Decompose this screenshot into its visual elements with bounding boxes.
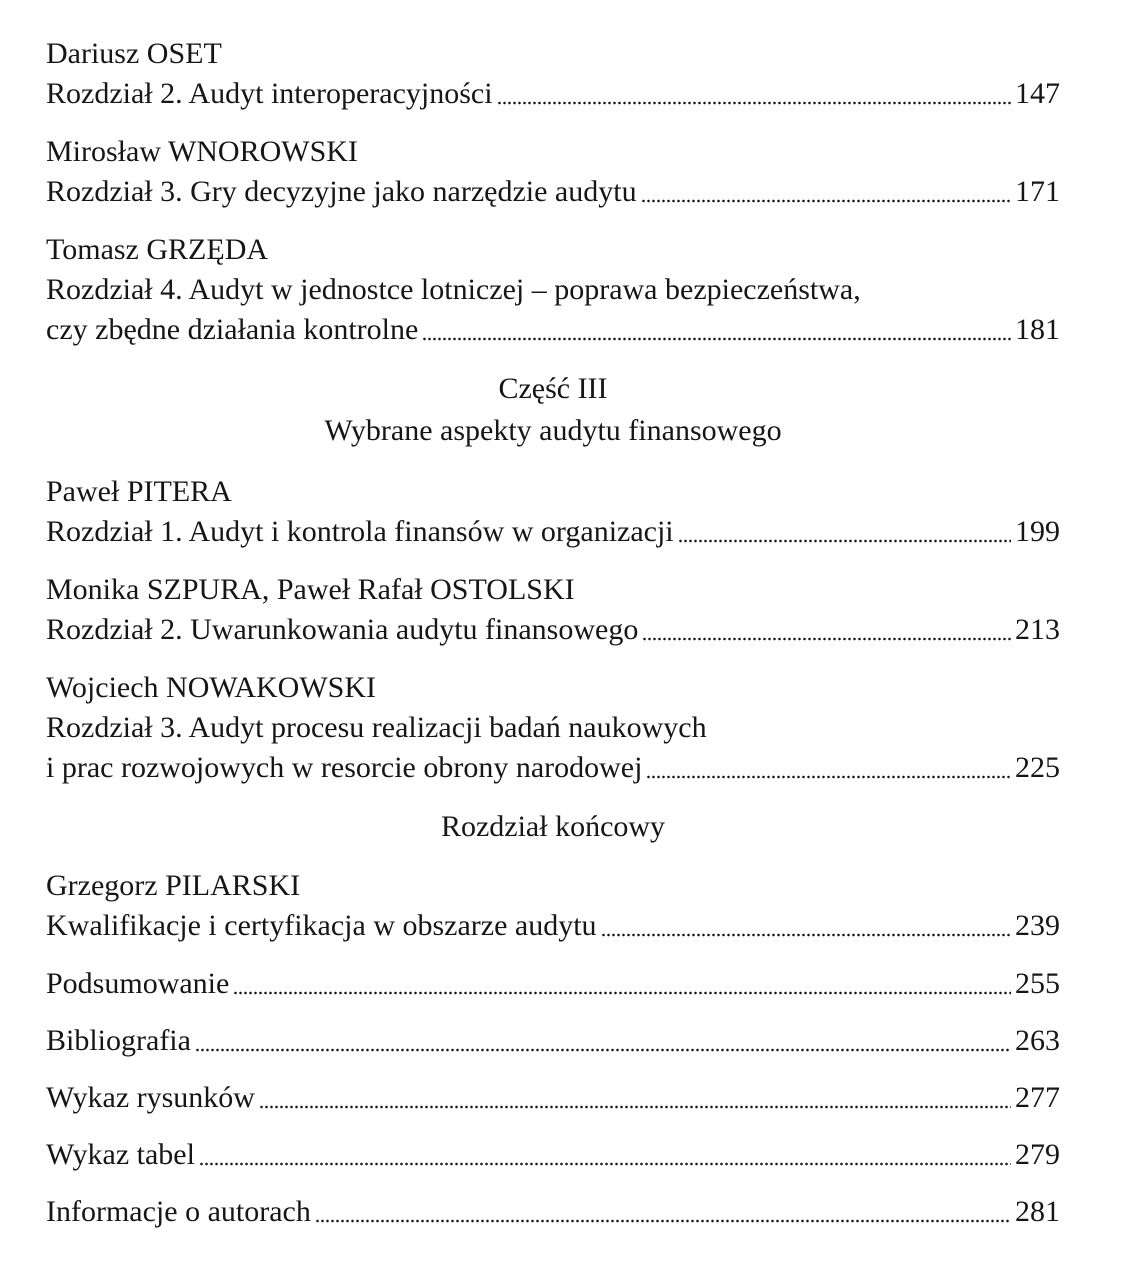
back-matter-entry [46,1135,1060,1175]
dot-leader [422,319,1011,341]
toc-entry [46,866,1060,946]
toc-line-with-page [46,310,1060,350]
page-number: 225 [1015,751,1060,784]
page-number: 213 [1015,613,1060,646]
toc-line-with-page [46,1078,1060,1118]
dot-leader [646,757,1011,779]
page-number: 171 [1015,175,1060,208]
table-of-contents [46,34,1060,1249]
toc-line-with-page [46,906,1060,946]
page-number: 255 [1015,967,1060,1000]
toc-line-with-page [46,610,1060,650]
toc-line-with-page [46,172,1060,212]
entry-author: Dariusz OSET [46,37,222,70]
back-matter-entry [46,964,1060,1004]
toc-back-matter [46,964,1060,1232]
page-number: 279 [1015,1138,1060,1171]
back-matter-entry [46,1021,1060,1061]
entry-title: Informacje o autorach [46,1195,311,1228]
toc-line-with-page [46,964,1060,1004]
entry-title: Rozdział 1. Audyt i kontrola finansów w organizacji [46,515,674,548]
entry-title: Podsumowanie [46,967,230,1000]
toc-line-with-page [46,512,1060,552]
entry-author: Monika SZPURA, Paweł Rafał OSTOLSKI [46,573,575,606]
toc-group-part2-end [46,34,1060,350]
part-header [46,368,1060,452]
dot-leader [259,1087,1011,1109]
entry-title: Rozdział 2. Audyt interoperacyjności [46,77,493,110]
entry-title: Wykaz rysunków [46,1081,255,1114]
toc-line-with-page [46,1135,1060,1175]
entry-title-line: Rozdział 3. Audyt procesu realizacji badań naukowych [46,711,707,744]
toc-entry [46,132,1060,212]
page-number: 281 [1015,1195,1060,1228]
page-number: 263 [1015,1024,1060,1057]
toc-entry [46,34,1060,114]
entry-author: Mirosław WNOROWSKI [46,135,358,168]
toc-group-part3 [46,472,1060,788]
dot-leader [233,973,1011,995]
back-matter-entry [46,1192,1060,1232]
page-number: 199 [1015,515,1060,548]
entry-author: Tomasz GRZĘDA [46,233,269,266]
entry-title: Bibliografia [46,1024,191,1057]
entry-title: Rozdział 3. Gry decyzyjne jako narzędzie audytu [46,175,637,208]
page-number: 277 [1015,1081,1060,1114]
dot-leader [195,1030,1011,1052]
back-matter-entry [46,1078,1060,1118]
entry-title: czy zbędne działania kontrolne [46,313,419,346]
entry-title: i prac rozwojowych w resorcie obrony narodowej [46,751,643,784]
part-subtitle: Wybrane aspekty audytu finansowego [324,414,782,447]
dot-leader [678,521,1011,543]
page-number: 181 [1015,313,1060,346]
entry-title: Kwalifikacje i certyfikacja w obszarze audytu [46,909,597,942]
entry-title: Rozdział 2. Uwarunkowania audytu finansowego [46,613,639,646]
dot-leader [642,619,1011,641]
final-chapter-title: Rozdział końcowy [440,810,666,843]
toc-entry [46,472,1060,552]
toc-entry [46,570,1060,650]
toc-line-with-page [46,748,1060,788]
toc-line-with-page [46,1021,1060,1061]
entry-author: Wojciech NOWAKOWSKI [46,671,376,704]
entry-author: Paweł PITERA [46,475,232,508]
toc-line-with-page [46,1192,1060,1232]
toc-entry [46,230,1060,350]
page-number: 147 [1015,77,1060,110]
entry-title-line: Rozdział 4. Audyt w jednostce lotniczej – poprawa bezpieczeństwa, [46,273,861,306]
dot-leader [601,915,1011,937]
page-number: 239 [1015,909,1060,942]
toc-line-with-page [46,74,1060,114]
dot-leader [199,1144,1011,1166]
final-chapter-header [46,806,1060,848]
part-title: Część III [498,372,608,405]
dot-leader [315,1201,1011,1223]
toc-group-final [46,866,1060,946]
dot-leader [497,83,1011,105]
toc-entry [46,668,1060,788]
dot-leader [641,181,1011,203]
entry-author: Grzegorz PILARSKI [46,869,301,902]
entry-title: Wykaz tabel [46,1138,195,1171]
